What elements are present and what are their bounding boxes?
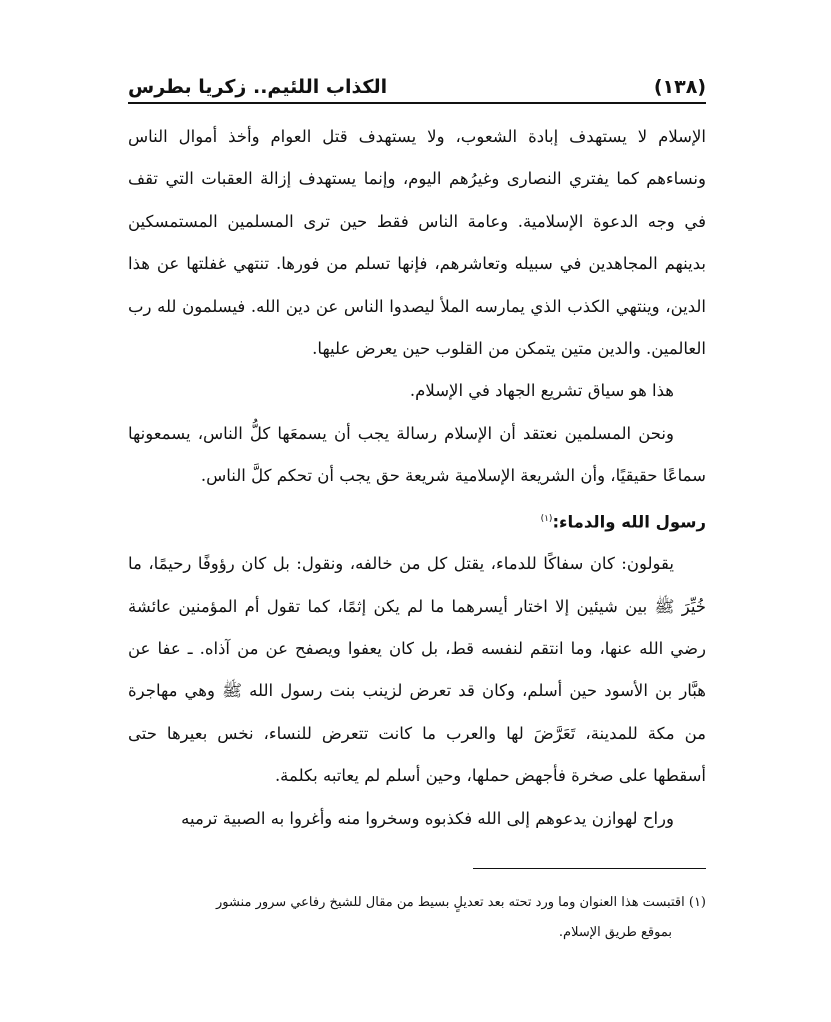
footnote bbox=[128, 888, 706, 948]
section-heading-text: رسول الله والدماء: bbox=[552, 512, 706, 532]
section-heading bbox=[128, 498, 706, 544]
main-text bbox=[128, 116, 706, 840]
paragraph: هذا هو سياق تشريع الجهاد في الإسلام. bbox=[409, 381, 674, 401]
paragraph: وراح لهوازن يدعوهم إلى الله فكذبوه وسخروا منه وأغروا به الصبية ترميه bbox=[181, 808, 674, 828]
footnote-marker: (١) bbox=[688, 895, 706, 910]
page-number: (١٣٨) bbox=[653, 76, 706, 98]
footnote-reference: (١) bbox=[540, 513, 553, 524]
paragraph: يقولون: كان سفاكًا للدماء، يقتل كل من خالفه، ونقول: بل كان رؤوفًا رحيمًا، ما خُيِّرَ ﷺ بين شيئين إلا اختار أيسرهما ما لم يكن إثمًا، كما تقول أم المؤمنين عائشة رضي الله عنها، وما انتقم لنفسه قط، بل كان يعفوا ويصفح عن من آذاه. ـ عفا عن هبَّار بن الأسود حين أسلم، وكان قد تعرض لزينب بنت رسول الله ﷺ وهي مهاجرة من مكة للمدينة، تَعَرَّضَ لها والعرب ما كانت تتعرض للنساء، نخس بعيرها حتى أسقطها على صخرة فأجهض حملها، وحين أسلم لم يعاتبه بكلمة. bbox=[128, 554, 706, 786]
page-header bbox=[128, 64, 706, 104]
footnote-text: اقتبست هذا العنوان وما ورد تحته بعد تعديلٍ بسيط من مقال للشيخ رفاعي سرور منشور bbox=[215, 895, 685, 910]
footnote-separator bbox=[473, 868, 706, 869]
footnote-continuation: بموقع طريق الإسلام. bbox=[558, 925, 672, 940]
running-title: الكذاب اللئيم.. زكريا بطرس bbox=[128, 76, 388, 98]
paragraph: الإسلام لا يستهدف إبادة الشعوب، ولا يستهدف قتل العوام وأخذ أموال الناس ونساءهم كما يفتري النصارى وغيرُهم اليوم، وإنما يستهدف إزالة العقبات التي تقف في وجه الدعوة الإسلامية. وعامة الناس فقط حين ترى المسلمين المستمسكين بدينهم المجاهدين في سبيله وتعاشرهم، فإنها تسلم من فورها. تنتهي غفلتها عن هذا الدين، وينتهي الكذب الذي يمارسه الملأ ليصدوا الناس عن دين الله. فيسلمون لله رب العالمين. والدين متين يتمكن من القلوب حين يعرض عليها. bbox=[128, 127, 706, 359]
paragraph: ونحن المسلمين نعتقد أن الإسلام رسالة يجب أن يسمعَها كلُّ الناس، يسمعونها سماعًا حقيقيًا، وأن الشريعة الإسلامية شريعة حق يجب أن تحكم كلَّ الناس. bbox=[128, 423, 706, 486]
footnote-line bbox=[128, 888, 706, 918]
